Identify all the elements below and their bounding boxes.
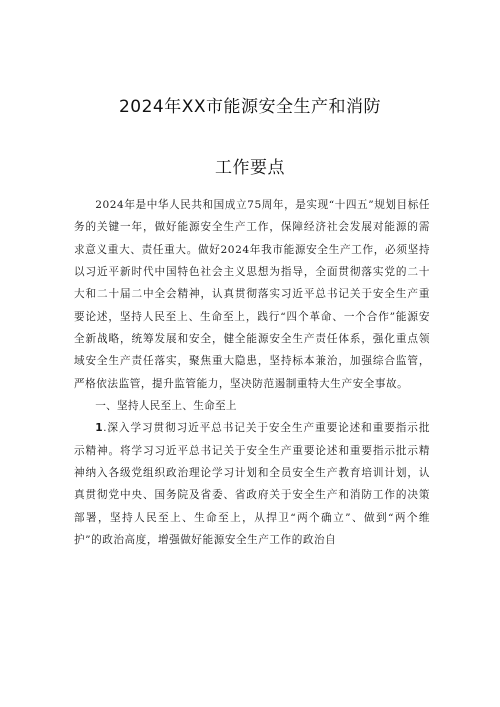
document-body — [74, 194, 430, 552]
item-number: 1 — [95, 422, 104, 435]
document-title-line2: 工作要点 — [215, 158, 285, 178]
section-heading: 一、坚持人民至上、生命至上 — [95, 400, 237, 413]
item-text: .深入学习贯彻习近平总书记关于安全生产重要论述和重要指示批示精神。将学习习近平总书记关于安全生产重要论述和重要指示批示精神纳入各级党组织政治理论学习计划和全员安全生产教育培训计划，认真贯彻党中央、国务院及省委、省政府关于安全生产和消防工作的决策部署，坚持人民至上、生命至上，从捍卫“两个确立”、做到“两个维护”的政治高度，增强做好能源安全生产工作的政治自 — [74, 422, 430, 547]
document-title-line1: 2024年XX市能源安全生产和消防 — [118, 97, 382, 117]
item-paragraph — [74, 417, 430, 551]
intro-paragraph: 2024年是中华人民共和国成立75周年，是实现“十四五”规划目标任务的关键一年，做好能源安全生产工作，保障经济社会发展对能源的需求意义重大、责任重大。做好2024年我市能源安全生产工作，必须坚持以习近平新时代中国特色社会主义思想为指导，全面贯彻落实党的二十大和二十届二中全会精神，认真贯彻落实习近平总书记关于安全生产重要论述，坚持人民至上、生命至上，践行“四个革命、一个合作”能源安全新战略，统筹发展和安全，健全能源安全生产责任体系，强化重点领域安全生产责任落实，聚焦重大隐患，坚持标本兼治，加强综合监管，严格依法监管，提升监管能力，坚决防范遏制重特大生产安全事故。 — [74, 199, 430, 390]
